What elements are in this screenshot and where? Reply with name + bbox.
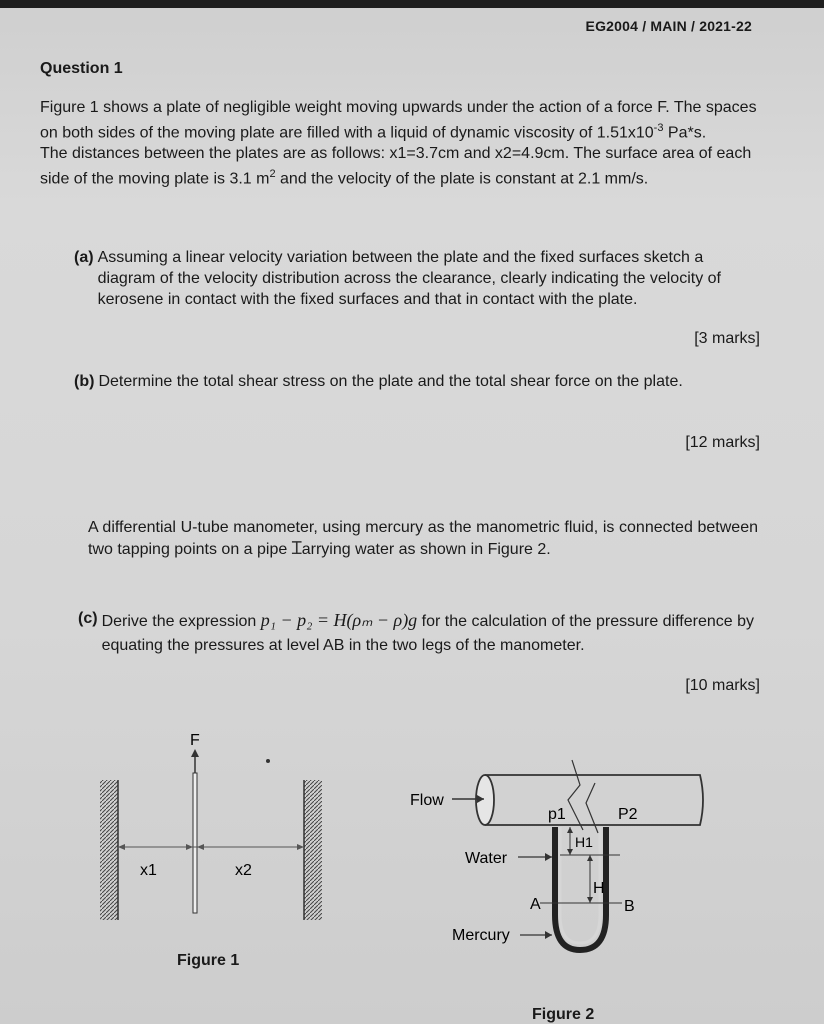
dim-arrow-mid-l — [186, 844, 193, 850]
figure-1-diagram — [90, 725, 340, 930]
moving-plate — [193, 773, 197, 913]
figure-2-caption: Figure 2 — [532, 1006, 595, 1023]
b-label: B — [624, 898, 635, 915]
p1-label: p1 — [548, 806, 566, 823]
dim-arrow-left — [118, 844, 125, 850]
water-label: Water — [465, 850, 508, 867]
intro-p1: Figure 1 shows a plate of negligible weight moving upwards under the action of a force F. The spaces on both sides of the moving plate are filled with a liquid of dynamic viscosity of $1.51x10^{-3}$ Pa*s. — [40, 99, 757, 142]
part-c-text: Derive the expression p₁ − p₂ = H(ρₘ − ρ)g for the calculation of the pressure difference by equating the pressures at level AB in the two legs of the manometer. — [101, 610, 754, 654]
dim-arrow-right — [297, 844, 304, 850]
h1-arrow-bottom — [567, 849, 573, 855]
water-arrowhead — [545, 853, 552, 861]
part-a-text: Assuming a linear velocity variation between the plate and the fixed surfaces sketch a diagram of the velocity distribution across the clearance, clearly indicating the velocity of kerosene in contact with the fixed surfaces and that in contact with the plate. — [97, 249, 721, 308]
right-fixed-wall — [304, 780, 322, 920]
h-arrow-top — [587, 855, 593, 861]
part-a-label: (a) — [74, 249, 94, 266]
a-label: A — [530, 896, 541, 913]
speck — [266, 759, 270, 763]
part-b-marks: [12 marks] — [685, 434, 760, 451]
part-c-label: (c) — [78, 610, 98, 627]
intro-p2: The distances between the plates are as follows: x1=3.7cm and x2=4.9cm. The surface area of each side of the moving plate is 3.1 $m^2$ and the velocity of the plate is constant at 2.1 mm/s. — [40, 145, 752, 188]
h-label: H — [593, 880, 605, 897]
pipe — [485, 775, 703, 825]
force-arrowhead — [191, 749, 199, 757]
part-a-layout — [74, 247, 744, 310]
screen-top-bezel — [0, 0, 824, 8]
x1-label: x1 — [140, 862, 157, 879]
flow-label: Flow — [410, 792, 444, 809]
pressure-expression: p₁ − p₂ = H(ρₘ − ρ)g — [260, 610, 418, 630]
part-a-marks: [3 marks] — [694, 330, 760, 347]
part-b-label: (b) — [74, 373, 95, 390]
figure-2-diagram — [400, 755, 720, 955]
part-b — [74, 371, 744, 392]
part-c-layout — [78, 608, 768, 658]
question-title: Question 1 — [40, 60, 123, 77]
mercury-arrowhead — [545, 931, 552, 939]
part-c — [78, 608, 768, 658]
part-c-marks: [10 marks] — [685, 677, 760, 694]
document-header: EG2004 / MAIN / 2021-22 — [585, 18, 752, 34]
dim-arrow-mid-r — [197, 844, 204, 850]
h1-label: H1 — [575, 834, 593, 850]
force-label: F — [190, 732, 200, 749]
text-cursor-icon: Ɪ — [291, 538, 302, 559]
part-b-layout — [74, 371, 683, 392]
intro-paragraph — [40, 97, 770, 190]
left-fixed-wall — [100, 780, 118, 920]
part-b-text: Determine the total shear stress on the plate and the total shear force on the plate. — [98, 373, 683, 390]
h-arrow-bottom — [587, 897, 593, 903]
x2-label: x2 — [235, 862, 252, 879]
manometer-intro: A differential U-tube manometer, using mercury as the manometric fluid, is connected between two tapping points on a pipe Ɪarrying water as shown in Figure 2. — [88, 519, 758, 559]
pipe-break-mark — [568, 760, 583, 830]
figure-1-caption: Figure 1 — [177, 952, 240, 969]
mercury-label: Mercury — [452, 927, 510, 944]
h1-arrow-top — [567, 827, 573, 833]
part-a — [74, 247, 744, 310]
p2-label: P2 — [618, 806, 638, 823]
